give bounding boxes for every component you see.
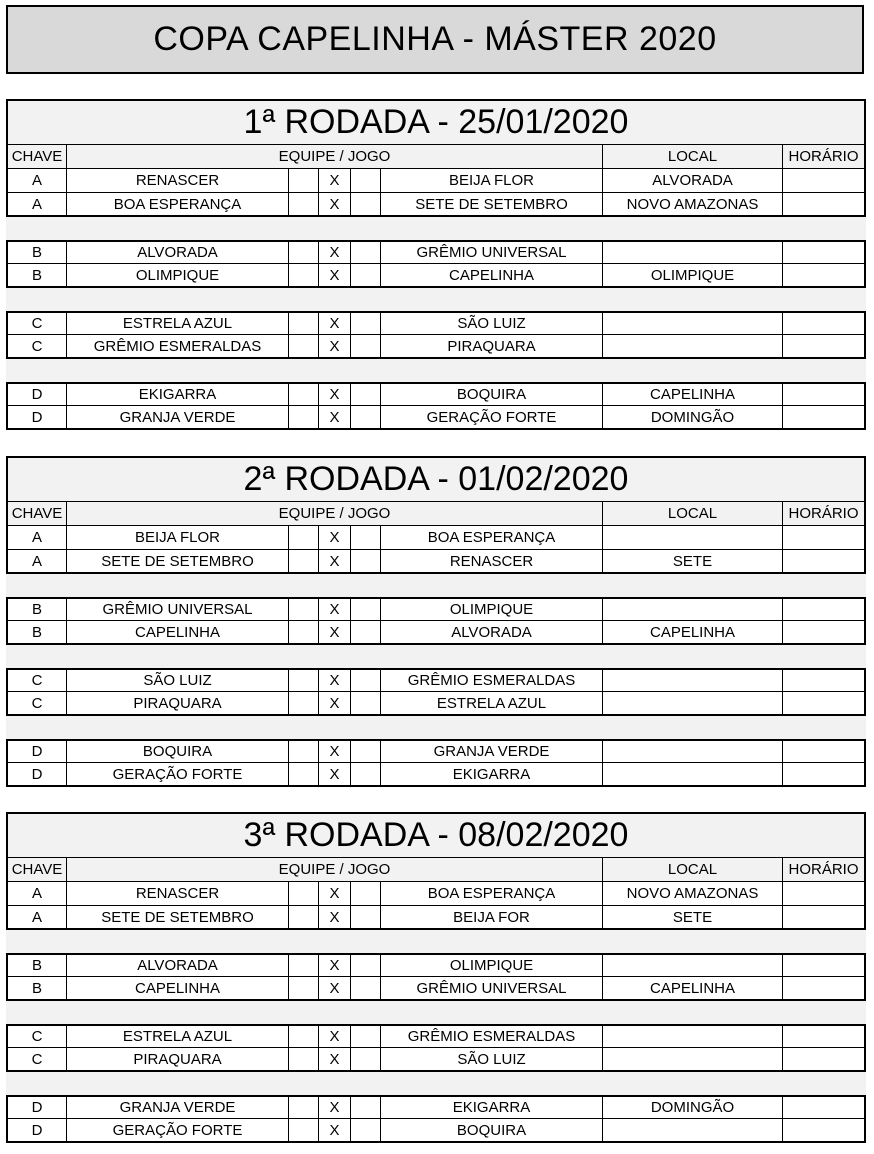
versus-cell: X (319, 550, 351, 572)
away-team-cell: GRÊMIO ESMERALDAS (381, 1026, 603, 1047)
page-title: COPA CAPELINHA - MÁSTER 2020 (6, 5, 864, 74)
away-team-cell: BOQUIRA (381, 384, 603, 405)
away-score-cell (351, 384, 381, 405)
home-score-cell (289, 1097, 319, 1118)
header-horario: HORÁRIO (783, 145, 866, 168)
group-spacer (6, 288, 866, 311)
table-row (6, 906, 866, 930)
local-cell (603, 955, 783, 976)
home-team-cell: GRÊMIO UNIVERSAL (67, 599, 289, 620)
table-row (6, 335, 866, 359)
local-cell (603, 741, 783, 762)
round-title: 3ª RODADA - 08/02/2020 (6, 812, 866, 858)
home-team-cell: ALVORADA (67, 955, 289, 976)
group-spacer (6, 1072, 866, 1095)
horario-cell (783, 193, 866, 215)
local-cell: CAPELINHA (603, 384, 783, 405)
horario-cell (783, 526, 866, 549)
local-cell (603, 599, 783, 620)
header-horario: HORÁRIO (783, 858, 866, 881)
away-score-cell (351, 599, 381, 620)
away-score-cell (351, 313, 381, 334)
local-cell (603, 242, 783, 263)
table-row (6, 1048, 866, 1072)
home-score-cell (289, 526, 319, 549)
home-score-cell (289, 384, 319, 405)
chave-cell: C (6, 670, 67, 691)
versus-cell: X (319, 313, 351, 334)
table-row (6, 977, 866, 1001)
header-local: LOCAL (603, 145, 783, 168)
away-score-cell (351, 1026, 381, 1047)
horario-cell (783, 670, 866, 691)
local-cell: CAPELINHA (603, 621, 783, 643)
away-score-cell (351, 882, 381, 905)
table-row (6, 240, 866, 264)
chave-cell: D (6, 384, 67, 405)
chave-cell: A (6, 550, 67, 572)
table-row (6, 526, 866, 550)
home-team-cell: GERAÇÃO FORTE (67, 1119, 289, 1141)
table-header-row (6, 145, 866, 169)
group-spacer (6, 716, 866, 739)
home-score-cell (289, 193, 319, 215)
horario-cell (783, 384, 866, 405)
versus-cell: X (319, 242, 351, 263)
away-score-cell (351, 169, 381, 192)
table-header-row (6, 858, 866, 882)
home-score-cell (289, 955, 319, 976)
table-row (6, 668, 866, 692)
chave-cell: B (6, 599, 67, 620)
local-cell (603, 692, 783, 714)
home-team-cell: BOA ESPERANÇA (67, 193, 289, 215)
away-team-cell: GRÊMIO ESMERALDAS (381, 670, 603, 691)
away-team-cell: ALVORADA (381, 621, 603, 643)
away-team-cell: BEIJA FOR (381, 906, 603, 928)
chave-cell: A (6, 906, 67, 928)
away-score-cell (351, 692, 381, 714)
round-title: 1ª RODADA - 25/01/2020 (6, 99, 866, 145)
away-team-cell: SÃO LUIZ (381, 1048, 603, 1070)
local-cell: NOVO AMAZONAS (603, 193, 783, 215)
chave-cell: D (6, 741, 67, 762)
away-team-cell: GERAÇÃO FORTE (381, 406, 603, 428)
home-team-cell: PIRAQUARA (67, 692, 289, 714)
away-score-cell (351, 741, 381, 762)
table-row (6, 953, 866, 977)
chave-cell: A (6, 526, 67, 549)
round-section (6, 99, 866, 430)
table-row (6, 406, 866, 430)
home-score-cell (289, 1048, 319, 1070)
local-cell: SETE (603, 550, 783, 572)
home-team-cell: RENASCER (67, 882, 289, 905)
away-score-cell (351, 526, 381, 549)
home-team-cell: ESTRELA AZUL (67, 313, 289, 334)
versus-cell: X (319, 335, 351, 357)
away-team-cell: RENASCER (381, 550, 603, 572)
away-team-cell: GRÊMIO UNIVERSAL (381, 977, 603, 999)
away-score-cell (351, 264, 381, 286)
header-local: LOCAL (603, 502, 783, 525)
chave-cell: D (6, 1097, 67, 1118)
local-cell (603, 1048, 783, 1070)
horario-cell (783, 621, 866, 643)
away-score-cell (351, 1048, 381, 1070)
versus-cell: X (319, 169, 351, 192)
home-score-cell (289, 335, 319, 357)
local-cell: SETE (603, 906, 783, 928)
chave-cell: A (6, 193, 67, 215)
round-title: 2ª RODADA - 01/02/2020 (6, 456, 866, 502)
versus-cell: X (319, 882, 351, 905)
home-team-cell: CAPELINHA (67, 621, 289, 643)
home-team-cell: CAPELINHA (67, 977, 289, 999)
local-cell (603, 335, 783, 357)
versus-cell: X (319, 621, 351, 643)
table-row (6, 264, 866, 288)
chave-cell: D (6, 1119, 67, 1141)
header-equipe: EQUIPE / JOGO (67, 858, 603, 881)
away-score-cell (351, 1097, 381, 1118)
horario-cell (783, 169, 866, 192)
horario-cell (783, 599, 866, 620)
chave-cell: D (6, 763, 67, 785)
home-team-cell: EKIGARRA (67, 384, 289, 405)
local-cell: NOVO AMAZONAS (603, 882, 783, 905)
chave-cell: C (6, 692, 67, 714)
group-spacer (6, 359, 866, 382)
home-score-cell (289, 741, 319, 762)
local-cell: OLIMPIQUE (603, 264, 783, 286)
local-cell (603, 1119, 783, 1141)
home-team-cell: ESTRELA AZUL (67, 1026, 289, 1047)
horario-cell (783, 406, 866, 428)
local-cell: CAPELINHA (603, 977, 783, 999)
versus-cell: X (319, 763, 351, 785)
horario-cell (783, 882, 866, 905)
away-score-cell (351, 406, 381, 428)
away-score-cell (351, 977, 381, 999)
chave-cell: C (6, 1026, 67, 1047)
horario-cell (783, 1048, 866, 1070)
versus-cell: X (319, 384, 351, 405)
table-row (6, 550, 866, 574)
local-cell (603, 313, 783, 334)
versus-cell: X (319, 406, 351, 428)
table-row (6, 1119, 866, 1143)
horario-cell (783, 906, 866, 928)
home-team-cell: SETE DE SETEMBRO (67, 906, 289, 928)
versus-cell: X (319, 955, 351, 976)
chave-cell: B (6, 242, 67, 263)
home-team-cell: SÃO LUIZ (67, 670, 289, 691)
table-row (6, 621, 866, 645)
versus-cell: X (319, 1119, 351, 1141)
home-team-cell: ALVORADA (67, 242, 289, 263)
away-score-cell (351, 242, 381, 263)
versus-cell: X (319, 193, 351, 215)
table-row (6, 382, 866, 406)
home-score-cell (289, 670, 319, 691)
table-row (6, 763, 866, 787)
versus-cell: X (319, 906, 351, 928)
header-horario: HORÁRIO (783, 502, 866, 525)
home-team-cell: RENASCER (67, 169, 289, 192)
horario-cell (783, 313, 866, 334)
horario-cell (783, 741, 866, 762)
away-score-cell (351, 621, 381, 643)
horario-cell (783, 692, 866, 714)
local-cell: ALVORADA (603, 169, 783, 192)
versus-cell: X (319, 264, 351, 286)
versus-cell: X (319, 977, 351, 999)
table-row (6, 193, 866, 217)
chave-cell: C (6, 335, 67, 357)
table-row (6, 882, 866, 906)
horario-cell (783, 1097, 866, 1118)
home-score-cell (289, 313, 319, 334)
versus-cell: X (319, 1097, 351, 1118)
home-team-cell: BEIJA FLOR (67, 526, 289, 549)
home-team-cell: SETE DE SETEMBRO (67, 550, 289, 572)
home-score-cell (289, 1119, 319, 1141)
horario-cell (783, 763, 866, 785)
group-spacer (6, 217, 866, 240)
horario-cell (783, 264, 866, 286)
horario-cell (783, 977, 866, 999)
home-score-cell (289, 406, 319, 428)
header-chave: CHAVE (6, 145, 67, 168)
home-score-cell (289, 242, 319, 263)
header-chave: CHAVE (6, 502, 67, 525)
home-team-cell: BOQUIRA (67, 741, 289, 762)
chave-cell: A (6, 882, 67, 905)
round-section (6, 456, 866, 787)
away-score-cell (351, 670, 381, 691)
home-score-cell (289, 692, 319, 714)
home-team-cell: PIRAQUARA (67, 1048, 289, 1070)
away-score-cell (351, 550, 381, 572)
away-team-cell: EKIGARRA (381, 1097, 603, 1118)
group-spacer (6, 574, 866, 597)
away-team-cell: GRANJA VERDE (381, 741, 603, 762)
home-team-cell: GRANJA VERDE (67, 406, 289, 428)
round-section (6, 812, 866, 1143)
header-equipe: EQUIPE / JOGO (67, 502, 603, 525)
versus-cell: X (319, 599, 351, 620)
away-score-cell (351, 335, 381, 357)
home-team-cell: GRANJA VERDE (67, 1097, 289, 1118)
home-score-cell (289, 882, 319, 905)
chave-cell: C (6, 313, 67, 334)
group-spacer (6, 930, 866, 953)
local-cell: DOMINGÃO (603, 406, 783, 428)
versus-cell: X (319, 526, 351, 549)
away-team-cell: SÃO LUIZ (381, 313, 603, 334)
header-equipe: EQUIPE / JOGO (67, 145, 603, 168)
versus-cell: X (319, 1026, 351, 1047)
home-score-cell (289, 763, 319, 785)
table-row (6, 1095, 866, 1119)
horario-cell (783, 955, 866, 976)
away-team-cell: CAPELINHA (381, 264, 603, 286)
home-score-cell (289, 621, 319, 643)
away-team-cell: ESTRELA AZUL (381, 692, 603, 714)
away-team-cell: OLIMPIQUE (381, 599, 603, 620)
home-score-cell (289, 599, 319, 620)
group-spacer (6, 1001, 866, 1024)
versus-cell: X (319, 670, 351, 691)
local-cell (603, 763, 783, 785)
home-team-cell: OLIMPIQUE (67, 264, 289, 286)
away-team-cell: BEIJA FLOR (381, 169, 603, 192)
away-team-cell: GRÊMIO UNIVERSAL (381, 242, 603, 263)
home-team-cell: GRÊMIO ESMERALDAS (67, 335, 289, 357)
away-score-cell (351, 193, 381, 215)
horario-cell (783, 335, 866, 357)
chave-cell: B (6, 977, 67, 999)
header-chave: CHAVE (6, 858, 67, 881)
table-row (6, 1024, 866, 1048)
horario-cell (783, 1119, 866, 1141)
home-team-cell: GERAÇÃO FORTE (67, 763, 289, 785)
horario-cell (783, 242, 866, 263)
horario-cell (783, 1026, 866, 1047)
away-score-cell (351, 955, 381, 976)
home-score-cell (289, 169, 319, 192)
horario-cell (783, 550, 866, 572)
chave-cell: B (6, 621, 67, 643)
away-team-cell: EKIGARRA (381, 763, 603, 785)
away-team-cell: SETE DE SETEMBRO (381, 193, 603, 215)
table-row (6, 169, 866, 193)
header-local: LOCAL (603, 858, 783, 881)
chave-cell: B (6, 955, 67, 976)
table-row (6, 311, 866, 335)
away-team-cell: BOA ESPERANÇA (381, 882, 603, 905)
table-header-row (6, 502, 866, 526)
home-score-cell (289, 264, 319, 286)
table-row (6, 597, 866, 621)
home-score-cell (289, 977, 319, 999)
chave-cell: B (6, 264, 67, 286)
home-score-cell (289, 1026, 319, 1047)
versus-cell: X (319, 1048, 351, 1070)
home-score-cell (289, 906, 319, 928)
group-spacer (6, 645, 866, 668)
versus-cell: X (319, 741, 351, 762)
local-cell (603, 526, 783, 549)
local-cell: DOMINGÃO (603, 1097, 783, 1118)
away-team-cell: BOQUIRA (381, 1119, 603, 1141)
chave-cell: A (6, 169, 67, 192)
chave-cell: C (6, 1048, 67, 1070)
away-team-cell: BOA ESPERANÇA (381, 526, 603, 549)
away-score-cell (351, 763, 381, 785)
away-team-cell: PIRAQUARA (381, 335, 603, 357)
away-score-cell (351, 906, 381, 928)
local-cell (603, 670, 783, 691)
home-score-cell (289, 550, 319, 572)
away-team-cell: OLIMPIQUE (381, 955, 603, 976)
local-cell (603, 1026, 783, 1047)
table-row (6, 739, 866, 763)
table-row (6, 692, 866, 716)
versus-cell: X (319, 692, 351, 714)
away-score-cell (351, 1119, 381, 1141)
chave-cell: D (6, 406, 67, 428)
